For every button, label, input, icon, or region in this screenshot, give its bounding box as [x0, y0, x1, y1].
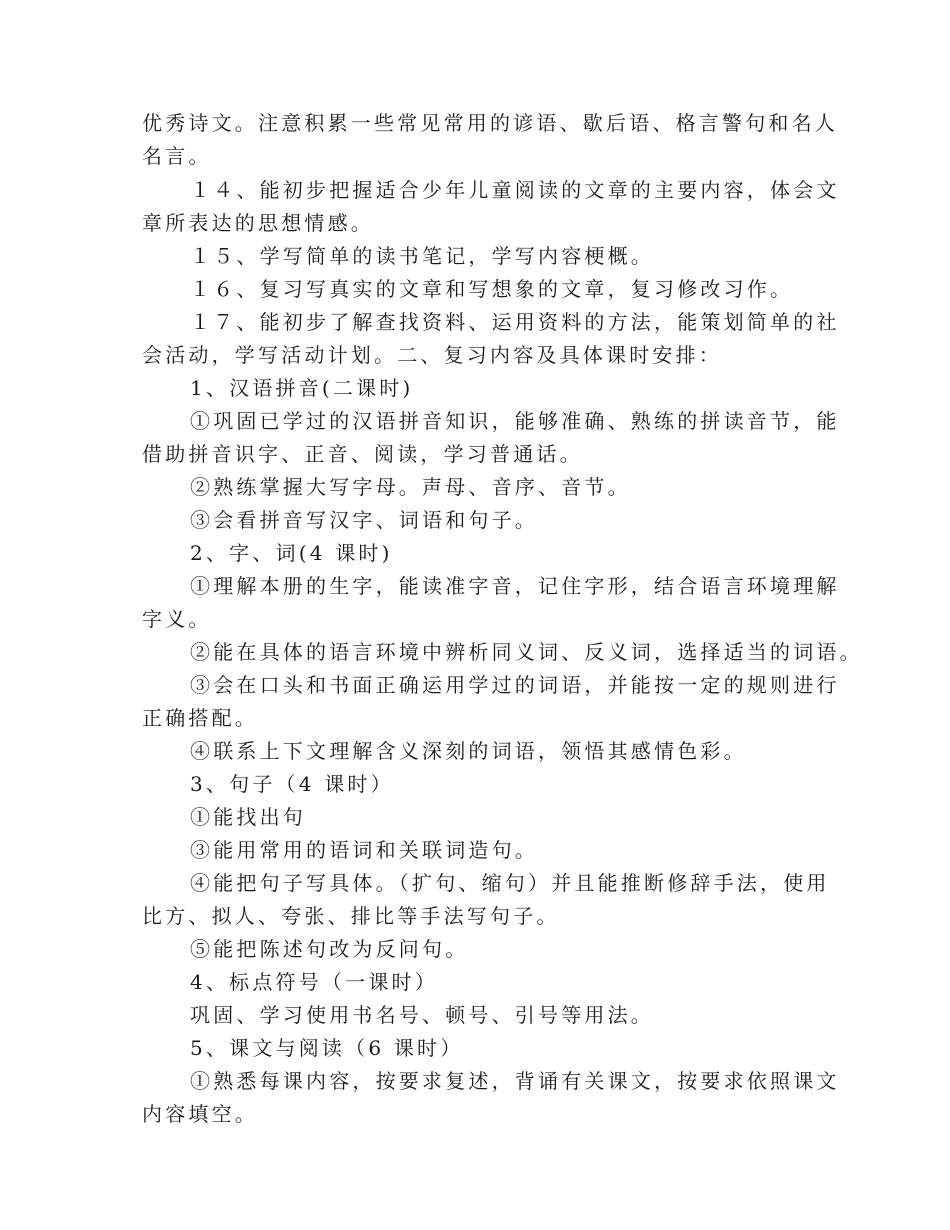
text-line: ②能在具体的语言环境中辨析同义词、反义词，选择适当的词语。	[190, 640, 863, 664]
text-line: 正确搭配。	[142, 706, 258, 730]
section-heading: 1、汉语拼音(二课时)	[190, 376, 414, 400]
text-line: ④能把句子写具体。（扩句、缩句）并且能推断修辞手法，使用	[190, 871, 830, 895]
text-line: 内容填空。	[142, 1102, 258, 1126]
text-line: ③能用常用的语词和关联词造句。	[190, 838, 538, 862]
text-line: ①熟悉每课内容，按要求复述，背诵有关课文，按要求依照课文	[190, 1069, 840, 1093]
text-line: 优秀诗文。注意积累一些常见常用的谚语、歇后语、格言警句和名人	[142, 111, 838, 135]
text-line: 章所表达的思想情感。	[142, 211, 374, 235]
section-heading: 4、标点符号（一课时）	[190, 970, 438, 994]
text-line: 会活动，学写活动计划。二、复习内容及具体课时安排：	[142, 343, 722, 367]
text-line: １５、学写简单的读书笔记，学写内容梗概。	[190, 244, 654, 268]
text-line: 名言。	[142, 144, 212, 168]
text-line: ④联系上下文理解含义深刻的词语，领悟其感情色彩。	[190, 739, 747, 763]
text-line: ①理解本册的生字，能读准字音，记住字形，结合语言环境理解	[190, 574, 840, 598]
text-line: ⑤能把陈述句改为反问句。	[190, 937, 469, 961]
text-line: １６、复习写真实的文章和写想象的文章，复习修改习作。	[190, 277, 794, 301]
text-line: 字义。	[142, 607, 212, 631]
text-line: 比方、拟人、夸张、排比等手法写句子。	[142, 904, 560, 928]
text-line: ②熟练掌握大写字母。声母、音序、音节。	[190, 475, 631, 499]
text-line: 借助拼音识字、正音、阅读，学习普通话。	[142, 442, 583, 466]
section-heading: 2、字、词(4 课时)	[190, 541, 393, 565]
text-line: １７、能初步了解查找资料、运用资料的方法，能策划简单的社	[190, 310, 840, 334]
text-line: 巩固、学习使用书名号、顿号、引号等用法。	[190, 1003, 654, 1027]
text-line: ③会看拼音写汉字、词语和句子。	[190, 508, 538, 532]
text-line: ①巩固已学过的汉语拼音知识，能够准确、熟练的拼读音节，能	[190, 409, 840, 433]
text-line: １４、能初步把握适合少年儿童阅读的文章的主要内容，体会文	[190, 178, 840, 202]
text-line: ①能找出句	[190, 805, 306, 829]
section-heading: 3、句子（4 课时）	[190, 772, 394, 796]
text-line: ③会在口头和书面正确运用学过的词语，并能按一定的规则进行	[190, 673, 840, 697]
section-heading: 5、课文与阅读（6 课时）	[190, 1036, 464, 1060]
